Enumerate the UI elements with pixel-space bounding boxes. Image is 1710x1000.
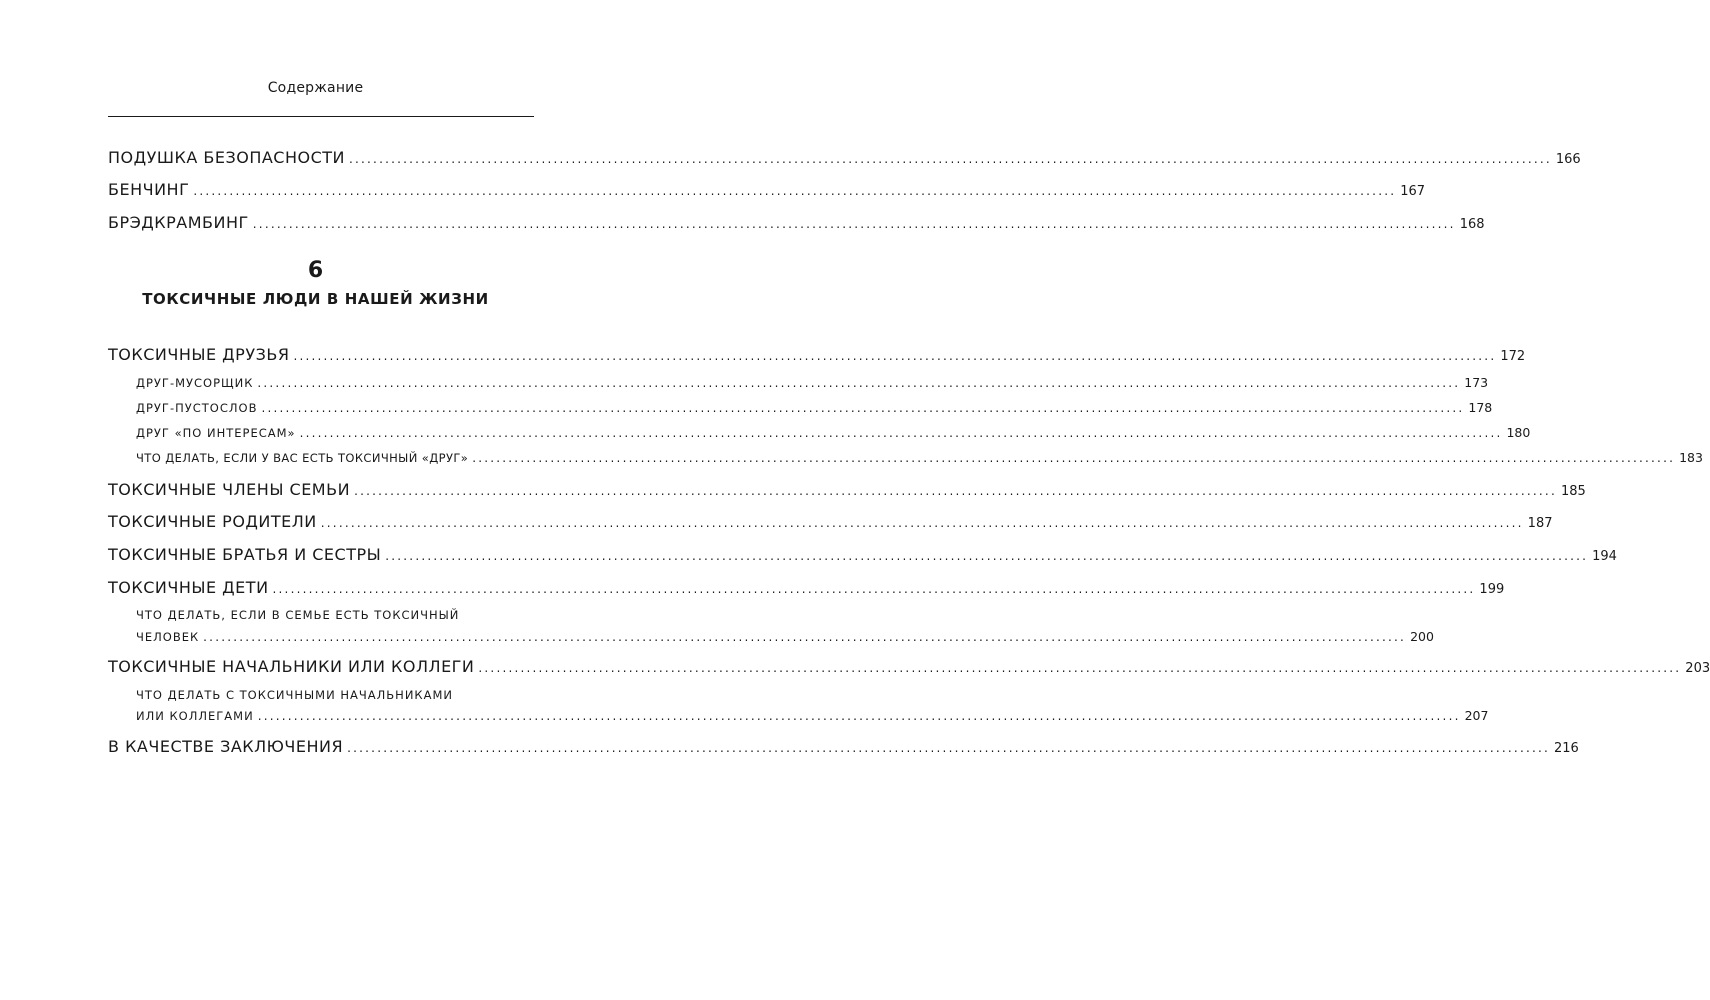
leader-dots: ........................................................................................................................................................................................................ <box>385 549 1589 563</box>
toc-entry[interactable] <box>108 480 1586 502</box>
toc-entry-page: 183 <box>1679 450 1703 465</box>
leader-dots: ........................................................................................................................................................................................................ <box>293 349 1497 363</box>
toc-entry-title: ТОКСИЧНЫЕ ЧЛЕНЫ СЕМЬИ <box>108 480 351 499</box>
toc-entry-page: 200 <box>1410 629 1434 644</box>
toc-subentry-line1[interactable]: ЧТО ДЕЛАТЬ С ТОКСИЧНЫМИ НАЧАЛЬНИКАМИ <box>136 688 453 702</box>
toc-subentry-line1[interactable]: ЧТО ДЕЛАТЬ, ЕСЛИ В СЕМЬЕ ЕСТЬ ТОКСИЧНЫЙ <box>136 608 460 622</box>
toc-entry-title: БРЭДКРАМБИНГ <box>108 213 249 232</box>
header-rule <box>108 116 534 117</box>
leader-dots: ........................................................................................................................................................................................................ <box>349 152 1552 166</box>
toc-entry[interactable] <box>108 737 1579 759</box>
leader-dots: ........................................................................................................................................................................................................ <box>203 630 1407 644</box>
leader-dots: ........................................................................................................................................................................................................ <box>354 484 1557 498</box>
toc-entry-page: 194 <box>1592 549 1617 564</box>
toc-entry[interactable] <box>108 180 1426 202</box>
toc-entry-page: 172 <box>1500 349 1526 364</box>
toc-subentry[interactable] <box>136 629 1434 651</box>
leader-dots: ........................................................................................................................................................................................................ <box>320 516 1524 530</box>
toc-entry-page: 199 <box>1479 582 1505 597</box>
running-head: Содержание <box>267 80 364 96</box>
leader-dots: ........................................................................................................................................................................................................ <box>472 451 1676 465</box>
toc-entry-title: ТОКСИЧНЫЕ РОДИТЕЛИ <box>108 512 317 531</box>
toc-entry-title: ДРУГ-МУСОРЩИК <box>136 376 254 390</box>
toc-subentry[interactable] <box>136 450 1703 472</box>
toc-entry[interactable] <box>108 213 1485 235</box>
toc-subentry[interactable] <box>136 708 1489 730</box>
toc-subentry[interactable] <box>136 425 1531 447</box>
leader-dots: ........................................................................................................................................................................................................ <box>257 709 1461 723</box>
toc-entry-page: 203 <box>1685 661 1710 676</box>
toc-entry-title: ЧЕЛОВЕК <box>136 630 200 644</box>
toc-entry-title: ЧТО ДЕЛАТЬ, ЕСЛИ У ВАС ЕСТЬ ТОКСИЧНЫЙ «ДРУГ» <box>136 451 469 465</box>
leader-dots: ........................................................................................................................................................................................................ <box>257 376 1461 390</box>
toc-entry-page: 168 <box>1459 217 1485 232</box>
toc-entry-title: В КАЧЕСТВЕ ЗАКЛЮЧЕНИЯ <box>108 737 344 756</box>
toc-entry-page: 166 <box>1555 152 1581 167</box>
toc-entry[interactable] <box>108 578 1505 600</box>
toc-entry-title: ДРУГ «ПО ИНТЕРЕСАМ» <box>136 426 296 440</box>
toc-entry-page: 185 <box>1560 484 1586 499</box>
toc-entry-page: 216 <box>1554 741 1579 756</box>
chapter-title: ТОКСИЧНЫЕ ЛЮДИ В НАШЕЙ ЖИЗНИ <box>142 290 489 308</box>
toc-entry-page: 167 <box>1400 184 1426 199</box>
toc-entry-title: ПОДУШКА БЕЗОПАСНОСТИ <box>108 148 345 167</box>
toc-entry-page: 207 <box>1464 708 1489 723</box>
leader-dots: ........................................................................................................................................................................................................ <box>478 661 1682 675</box>
toc-entry[interactable] <box>108 512 1553 534</box>
toc-entry[interactable] <box>108 148 1581 170</box>
toc-entry-title: БЕНЧИНГ <box>108 180 190 199</box>
toc-entry-page: 187 <box>1527 516 1553 531</box>
toc-subentry[interactable] <box>136 375 1489 397</box>
leader-dots: ........................................................................................................................................................................................................ <box>299 426 1503 440</box>
toc-subentry[interactable] <box>136 400 1493 422</box>
toc-entry[interactable] <box>108 545 1617 567</box>
leader-dots: ........................................................................................................................................................................................................ <box>252 217 1456 231</box>
toc-entry-page: 178 <box>1468 400 1493 415</box>
chapter-number: 6 <box>307 258 324 283</box>
toc-entry-page: 173 <box>1464 375 1489 390</box>
toc-entry-title: ДРУГ-ПУСТОСЛОВ <box>136 401 258 415</box>
toc-entry-title: ТОКСИЧНЫЕ ДРУЗЬЯ <box>108 345 290 364</box>
toc-entry-title: ТОКСИЧНЫЕ ДЕТИ <box>108 578 269 597</box>
toc-entry-title: ТОКСИЧНЫЕ БРАТЬЯ И СЕСТРЫ <box>108 545 382 564</box>
leader-dots: ........................................................................................................................................................................................................ <box>272 582 1476 596</box>
toc-entry-title: ИЛИ КОЛЛЕГАМИ <box>136 709 254 723</box>
toc-entry[interactable] <box>108 345 1526 367</box>
leader-dots: ........................................................................................................................................................................................................ <box>193 184 1397 198</box>
toc-entry[interactable] <box>108 657 1710 679</box>
leader-dots: ........................................................................................................................................................................................................ <box>347 741 1551 755</box>
toc-entry-title: ТОКСИЧНЫЕ НАЧАЛЬНИКИ ИЛИ КОЛЛЕГИ <box>108 657 475 676</box>
leader-dots: ........................................................................................................................................................................................................ <box>261 401 1465 415</box>
toc-entry-page: 180 <box>1506 425 1531 440</box>
